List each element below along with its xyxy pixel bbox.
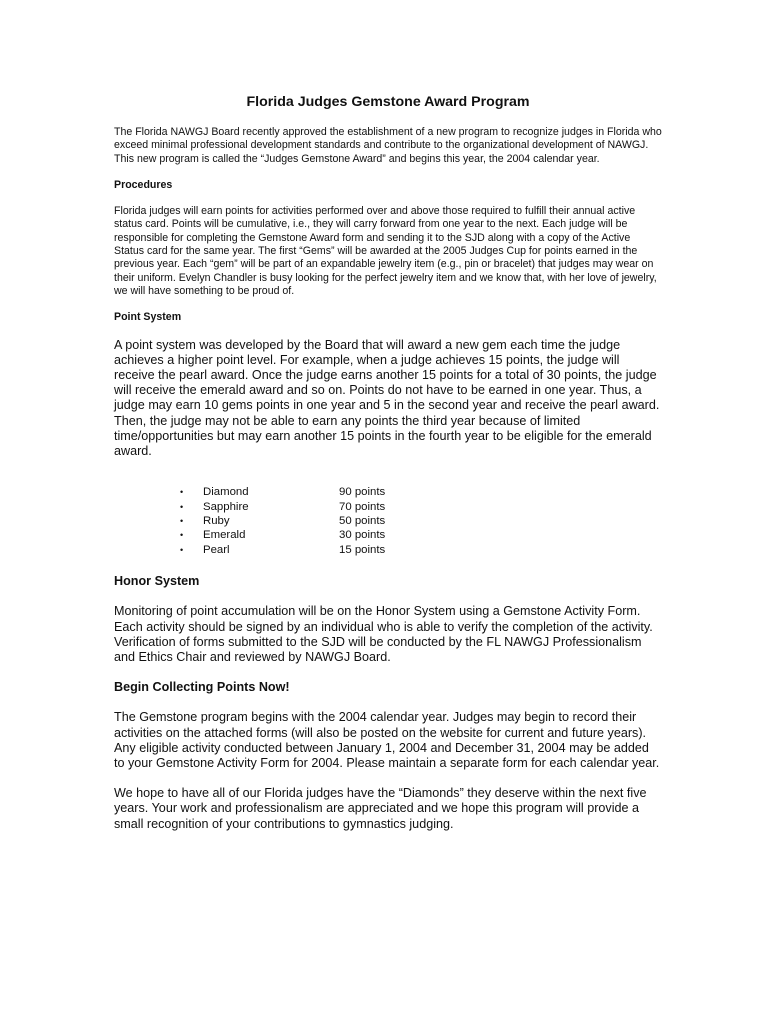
gem-points: 15 points: [339, 543, 386, 556]
gem-points: 50 points: [339, 514, 386, 527]
document-title: Florida Judges Gemstone Award Program: [246, 94, 530, 110]
gem-name: Emerald: [203, 529, 246, 542]
gem-points-list: [114, 485, 662, 557]
procedures-heading: Procedures: [114, 178, 173, 191]
point-system-paragraph: A point system was developed by the Board that will award a new gem each time the judge achieves a higher point level. For example, when a judge achieves 15 points, the judge will receive the pearl award. Once the judge earns another 15 points for a total of 30 points, the judge will receive the emerald award and so on. Points do not have to be earned in one year. Thus, a judge may earn 10 gems points in one year and 5 in the second year and receive the pearl award. Then, the judge may not be able to earn any points the third year because of limited time/opportunities but may earn another 15 points in the fourth year to be eligible for the emerald award.: [114, 337, 660, 458]
begin-collecting-heading: Begin Collecting Points Now!: [114, 680, 290, 695]
document-page: [114, 93, 662, 832]
gem-name: Ruby: [203, 514, 230, 527]
procedures-paragraph: Florida judges will earn points for activities performed over and above those required to fulfill their annual active status card. Points will be cumulative, i.e., they will carry forward from one year to the next. Each judge will be responsible for completing the Gemstone Award form and sending it to the SJD along with a copy of the Active Status card for the same year. The first “Gems” will be awarded at the 2005 Judges Cup for points earned in the previous year. Each “gem” will be part of an expandable jewelry item (e.g., pin or bracelet) that judges may wear on their uniform. Evelyn Chandler is busy looking for the perfect jewelry item and we know that, with her love of jewelry, we will have something to be proud of.: [114, 205, 657, 297]
gem-points: 90 points: [339, 486, 386, 499]
point-system-heading: Point System: [114, 311, 182, 324]
gem-item-diamond: [114, 485, 662, 499]
gem-item-emerald: [114, 528, 662, 542]
bullet-icon: •: [180, 530, 184, 541]
gem-points: 70 points: [339, 500, 386, 513]
gem-item-ruby: [114, 514, 662, 528]
gem-name: Sapphire: [203, 500, 249, 513]
bullet-icon: •: [180, 515, 184, 526]
bullet-icon: •: [180, 544, 184, 555]
closing-paragraph: We hope to have all of our Florida judges have the “Diamonds” they deserve within the next five years. Your work and professionalism are appreciated and we hope this program will provide a small recognition of your contributions to gymnastics judging.: [114, 786, 647, 831]
begin-collecting-paragraph: The Gemstone program begins with the 2004 calendar year. Judges may begin to record their activities on the attached forms (will also be posted on the website for current and future years). Any eligible activity conducted between January 1, 2004 and December 31, 2004 may be added to your Gemstone Activity Form for 2004. Please maintain a separate form for each calendar year.: [114, 710, 660, 770]
honor-system-paragraph: Monitoring of point accumulation will be on the Honor System using a Gemstone Activity Form. Each activity should be signed by an individual who is able to verify the completion of the activity. Verification of forms submitted to the SJD will be conducted by the FL NAWGJ Professionalism and Ethics Chair and reviewed by NAWGJ Board.: [114, 604, 653, 664]
gem-item-sapphire: [114, 500, 662, 514]
gem-item-pearl: [114, 543, 662, 557]
gem-name: Diamond: [203, 486, 249, 499]
bullet-icon: •: [180, 487, 184, 498]
gem-points: 30 points: [339, 529, 386, 542]
bullet-icon: •: [180, 501, 184, 512]
honor-system-heading: Honor System: [114, 574, 200, 589]
gem-name: Pearl: [203, 543, 230, 556]
intro-paragraph: The Florida NAWGJ Board recently approved the establishment of a new program to recognize judges in Florida who exceed minimal professional development standards and contribute to the organizational development of NAWGJ. This new program is called the “Judges Gemstone Award” and begins this year, the 2004 calendar year.: [114, 126, 662, 165]
